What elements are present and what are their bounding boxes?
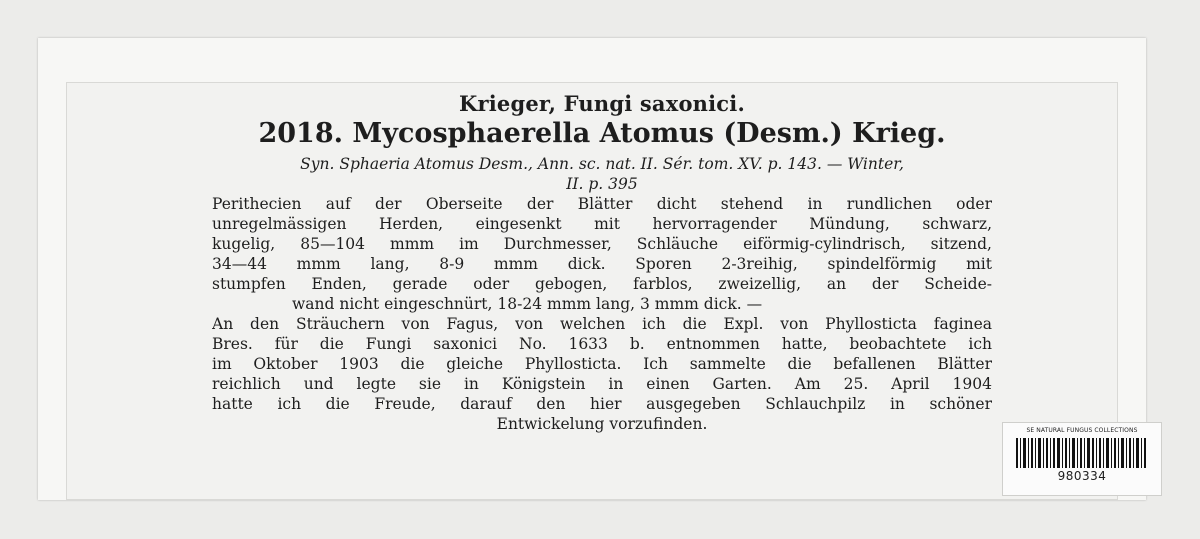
description-line: Perithecien auf der Oberseite der Blätter dicht stehend in rundlichen oder [212,195,992,213]
species-title: 2018. Mycosphaerella Atomus (Desm.) Krieg. [258,118,946,149]
synonym-line-2: II. p. 395 [566,175,638,193]
description-line: An den Sträuchern von Fagus, von welchen ich die Expl. von Phyllosticta faginea [212,315,992,333]
synonym-line-1: Syn. Sphaeria Atomus Desm., Ann. sc. nat. II. Sér. tom. XV. p. 143. — Winter, [300,155,904,173]
description-line: wand nicht eingeschnürt, 18-24 mmm lang, 3 mmm dick. — [292,295,763,313]
barcode-label [1002,422,1162,496]
barcode-icon [1014,438,1150,468]
description-line: reichlich und legte sie in Königstein in einen Garten. Am 25. April 1904 [212,375,992,393]
barcode-header: SE NATURAL FUNGUS COLLECTIONS [1026,427,1138,434]
barcode-number: 980334 [1057,469,1107,483]
synonym [212,154,992,194]
description-line: 34—44 mmm lang, 8-9 mmm dick. Sporen 2-3reihig, spindelförmig mit [212,255,992,273]
series-title: Krieger, Fungi saxonici. [459,91,745,116]
description-line: hatte ich die Freude, darauf den hier ausgegeben Schlauchpilz in schöner [212,395,992,413]
description-line: Entwickelung vorzufinden. [496,415,708,433]
description-line: im Oktober 1903 die gleiche Phyllosticta. Ich sammelte die befallenen Blätter [212,355,992,373]
description-line: stumpfen Enden, gerade oder gebogen, farblos, zweizellig, an der Scheide- [212,275,992,293]
description-line: kugelig, 85—104 mmm im Durchmesser, Schläuche eiförmig-cylindrisch, sitzend, [212,235,992,253]
description-line: Bres. für die Fungi saxonici No. 1633 b. entnommen hatte, beobachtete ich [212,335,992,353]
description-line: unregelmässigen Herden, eingesenkt mit hervorragender Mündung, schwarz, [212,215,992,233]
label-text [212,92,992,434]
description [212,194,992,434]
